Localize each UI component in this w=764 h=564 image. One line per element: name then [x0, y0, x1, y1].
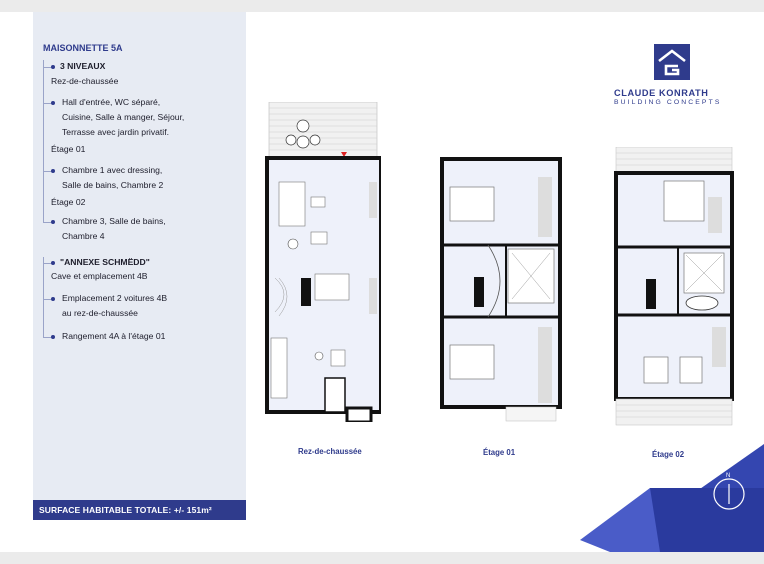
ground-floor-plan — [265, 102, 381, 422]
bullet-dot — [51, 297, 55, 301]
tree-line — [43, 60, 44, 172]
brochure-page — [0, 12, 764, 552]
company-name: CLAUDE KONRATH — [614, 88, 709, 98]
plan-label-first: Étage 01 — [483, 448, 516, 457]
tree-line — [43, 172, 44, 223]
ground-desc-line-2: Cuisine, Salle à manger, Séjour, — [62, 112, 185, 122]
annex-subtitle: Cave et emplacement 4B — [51, 271, 148, 281]
tree-branch — [43, 67, 51, 68]
tree-branch — [43, 263, 51, 264]
plan-label-second: Étage 02 — [652, 450, 685, 459]
tree-line — [43, 257, 44, 338]
ground-desc-line-3: Terrasse avec jardin privatif. — [62, 127, 169, 137]
tree-branch — [43, 337, 51, 338]
tree-branch — [43, 171, 51, 172]
unit-title: MAISONNETTE 5A — [43, 43, 123, 53]
north-arrow-icon — [710, 470, 748, 512]
first-desc-line-2: Salle de bains, Chambre 2 — [62, 180, 164, 190]
level-label-first: Étage 01 — [51, 144, 86, 154]
bullet-dot — [51, 335, 55, 339]
bullet-dot — [51, 169, 55, 173]
first-floor-plan — [440, 157, 562, 422]
bullet-dot — [51, 220, 55, 224]
second-desc-line-2: Chambre 4 — [62, 231, 105, 241]
tree-branch — [43, 299, 51, 300]
company-tagline: BUILDING CONCEPTS — [614, 99, 722, 106]
surface-total-bar: SURFACE HABITABLE TOTALE: +/- 151m² — [33, 500, 246, 520]
tree-branch — [43, 103, 51, 104]
second-floor-plan — [614, 147, 734, 427]
plan-label-ground: Rez-de-chaussée — [298, 447, 362, 456]
bullet-dot — [51, 261, 55, 265]
ground-desc-line-1: Hall d'entrée, WC séparé, — [62, 97, 161, 107]
level-label-second: Étage 02 — [51, 197, 86, 207]
tree-branch — [43, 222, 51, 223]
second-desc-line-1: Chambre 3, Salle de bains, — [62, 216, 166, 226]
annex-heading: "ANNEXE SCHMËDD" — [60, 257, 150, 267]
annex-item-2: Rangement 4A à l'étage 01 — [62, 331, 166, 341]
first-desc-line-1: Chambre 1 avec dressing, — [62, 165, 163, 175]
annex-item-1-line-1: Emplacement 2 voitures 4B — [62, 293, 168, 303]
levels-heading: 3 NIVEAUX — [60, 61, 106, 71]
level-label-ground: Rez-de-chaussée — [51, 76, 119, 86]
bullet-dot — [51, 65, 55, 69]
annex-item-1-line-2: au rez-de-chaussée — [62, 308, 138, 318]
north-letter: N — [726, 473, 731, 479]
bullet-dot — [51, 101, 55, 105]
company-logo-icon — [654, 44, 690, 80]
